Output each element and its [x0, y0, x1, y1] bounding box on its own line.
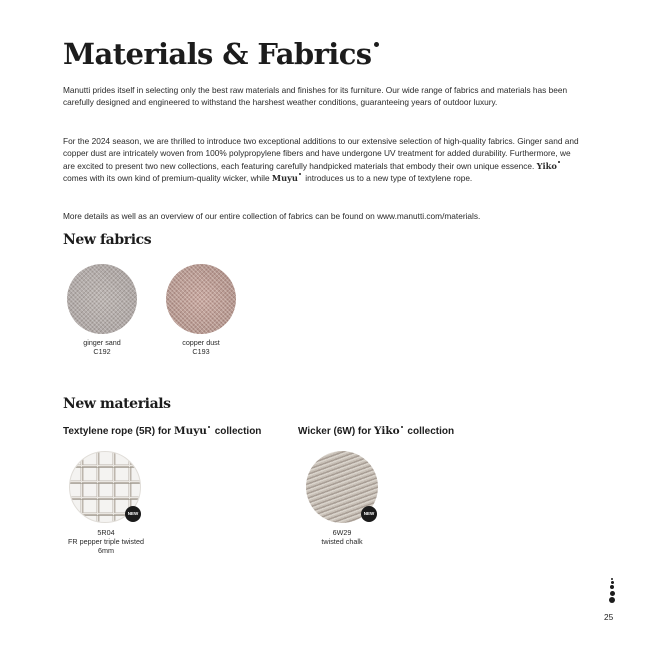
page-number: 25 [604, 612, 614, 622]
material-code: 5R04 [97, 528, 115, 537]
copper-dust-caption [141, 338, 261, 356]
fabric-code: C192 [93, 347, 111, 356]
ginger-sand-swatch [67, 264, 137, 334]
intro-paragraph-2-middle: comes with its own kind of premium-quality wicker, while [63, 172, 270, 183]
brand-dot-icon [299, 173, 301, 175]
rope-caption [46, 528, 166, 555]
new-badge: NEW [361, 506, 377, 522]
copper-dust-swatch [166, 264, 236, 334]
page-title: Materials & Fabrics [63, 34, 379, 74]
brand-dot-icon [208, 426, 210, 428]
fabric-name: ginger sand [83, 338, 121, 347]
brand-dot-icon [401, 426, 403, 428]
brand-muyu: Muyu [173, 425, 207, 437]
intro-paragraph-2 [63, 135, 583, 184]
material-code: 6W29 [332, 528, 352, 537]
wicker-caption [282, 528, 402, 546]
title-dot-icon [374, 42, 379, 47]
brand-dot-icon [558, 161, 560, 163]
brand-yiko: Yiko [536, 160, 557, 171]
intro-paragraph-1: Manutti prides itself in selecting only the best raw materials and finishes for its furniture. Our wide range of fabrics and materials has been carefully designed and engineered to withstand the harshest weather conditions, guaranteeing years of outdoor luxury. [63, 85, 568, 108]
new-fabrics-heading: New fabrics [63, 232, 152, 248]
new-badge: NEW [125, 506, 141, 522]
wicker-label-prefix: Wicker (6W) for [298, 426, 372, 437]
page-progress-dots-icon [608, 578, 616, 604]
new-materials-heading: New materials [63, 396, 171, 412]
rope-material-heading [63, 425, 261, 437]
fabric-code: C193 [192, 347, 210, 356]
material-name: FR pepper triple twisted [68, 537, 144, 546]
material-size: 6mm [98, 546, 114, 555]
wicker-material-heading [298, 425, 454, 437]
brand-muyu: Muyu [271, 172, 298, 183]
wicker-label-suffix: collection [407, 426, 455, 437]
brand-yiko: Yiko [374, 425, 400, 437]
material-name: twisted chalk [321, 537, 363, 546]
rope-label-suffix: collection [214, 426, 262, 437]
fabric-name: copper dust [182, 338, 220, 347]
intro-paragraph-2-end: introduces us to a new type of textylene rope. [305, 172, 473, 183]
rope-label-prefix: Textylene rope (5R) for [63, 426, 172, 437]
intro-paragraph-3: More details as well as an overview of our entire collection of fabrics can be found on www.manutti.com/materials. [63, 211, 481, 221]
intro-paragraph-2-start: For the 2024 season, we are thrilled to introduce two exceptional additions to our extensive selection of high-quality fabrics. Ginger sand and copper dust are intricately woven from 100% polypropylene fibers and have undergone UV treatment for added durability. Furthermore, we are excited to present two new collections, each featuring carefully handpicked materials that embody their own unique essence. [63, 136, 579, 171]
